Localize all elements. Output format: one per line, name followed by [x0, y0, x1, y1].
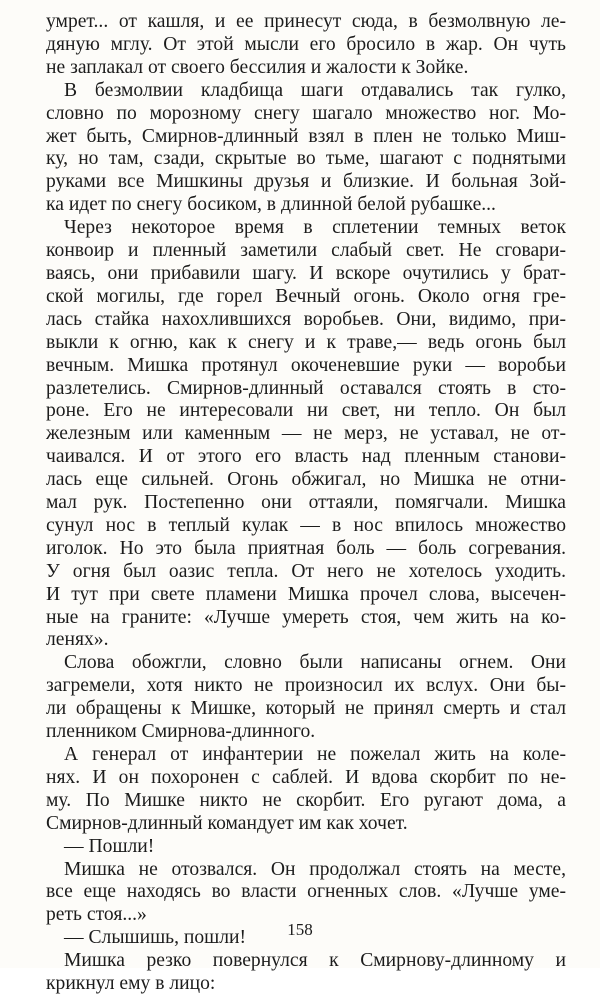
text-line: сунул нос в теплый кулак — в нос впилось множество — [46, 514, 566, 536]
text-line: му. По Мишке никто не скорбит. Его ругают дома, а — [46, 789, 566, 811]
text-line: лась стайка нахохлившихся воробьев. Они, видимо, при- — [46, 308, 566, 330]
text-line: ка идет по снегу босиком, в длинной белой рубашке... — [46, 194, 496, 216]
text-line: Слова обожгли, словно были написаны огнем. Они — [64, 652, 566, 674]
text-line: загремели, хотя никто не произносил их вслух. Они бы- — [46, 675, 566, 697]
text-line: Мишка резко повернулся к Смирнову-длинному и — [64, 950, 566, 972]
text-line: выкли к огню, как к снегу и к траве,— ведь огонь был — [46, 331, 566, 353]
text-line: разлетелись. Смирнов-длинный оставался стоять в сто- — [46, 377, 566, 399]
text-line: руками все Мишкины друзья и близкие. И больная Зой- — [46, 171, 566, 193]
text-line: словно по морозному снегу шагало множество ног. Мо- — [46, 102, 566, 124]
text-line: ку, но там, сзади, скрытые во тьме, шагают с поднятыми — [46, 148, 566, 170]
text-line: все еще находясь во власти огненных слов. «Лучше уме- — [46, 881, 566, 903]
text-line: ли обращены к Мишке, который не принял смерть и стал — [46, 698, 566, 720]
paragraph — [46, 950, 566, 996]
text-line: И тут при свете пламени Мишка прочел слова, высечен- — [46, 583, 566, 605]
text-line: Мишка не отозвался. Он продолжал стоять на месте, — [64, 858, 566, 880]
paragraph — [46, 836, 566, 859]
text-line: реть стоя...» — [46, 904, 147, 926]
text-line: ные на граните: «Лучше умереть стоя, чем жить на ко- — [46, 606, 566, 628]
paragraph — [46, 11, 566, 80]
text-line: пленником Смирнова-длинного. — [46, 721, 316, 743]
text-line: Через некоторое время в сплетении темных веток — [64, 217, 566, 239]
text-line: вечным. Мишка протянул окоченевшие руки — воробьи — [46, 354, 566, 376]
body-text — [46, 11, 566, 996]
text-line: лась еще сильней. Огонь обжигал, но Мишка не отни- — [46, 469, 566, 491]
text-line: чаивался. И от этого его власть над пленным станови- — [46, 446, 566, 468]
text-line: У огня был оазис тепла. От него не хотелось уходить. — [46, 560, 566, 582]
text-line: крикнул ему в лицо: — [46, 973, 216, 995]
text-line: — Слышишь, пошли! — [64, 927, 247, 949]
text-line: — Пошли! — [64, 835, 155, 857]
text-line: ваясь, они прибавили шагу. И вскоре очутились у брат- — [46, 262, 566, 284]
paragraph — [46, 744, 566, 836]
text-line: Смирнов-длинный командует им как хочет. — [46, 812, 408, 834]
text-line: дяную мглу. От этой мысли его бросило в жар. Он чуть — [46, 33, 566, 55]
text-line: ленях». — [46, 629, 109, 651]
text-line: не заплакал от своего бессилия и жалости к Зойке. — [46, 56, 469, 78]
text-line: ской могилы, где горел Вечный огонь. Около огня гре- — [46, 285, 566, 307]
paragraph — [46, 217, 566, 652]
text-line: В безмолвии кладбища шаги отдавались так гулко, — [64, 79, 566, 101]
paragraph — [46, 859, 566, 928]
text-line: нях. И он похоронен с саблей. И вдова скорбит по не- — [46, 766, 566, 788]
paragraph — [46, 80, 566, 217]
text-line: умрет... от кашля, и ее принесут сюда, в безмолвную ле- — [46, 11, 566, 32]
text-line: иголок. Но это была приятная боль — боль согревания. — [46, 537, 566, 559]
text-line: конвоир и пленный заметили слабый свет. Не сговари- — [46, 240, 566, 262]
page-number: 158 — [287, 920, 313, 939]
text-line: роне. Его не интересовали ни свет, ни тепло. Он был — [46, 400, 566, 422]
text-line: жет быть, Смирнов-длинный взял в плен не только Миш- — [46, 125, 566, 147]
text-line: А генерал от инфантерии не пожелал жить на коле- — [64, 744, 566, 765]
text-line: железным или каменным — не мерз, не уставал, не от- — [46, 423, 566, 445]
paragraph — [46, 652, 566, 744]
text-line: мал рук. Постепенно они оттаяли, помягчали. Мишка — [46, 492, 566, 514]
